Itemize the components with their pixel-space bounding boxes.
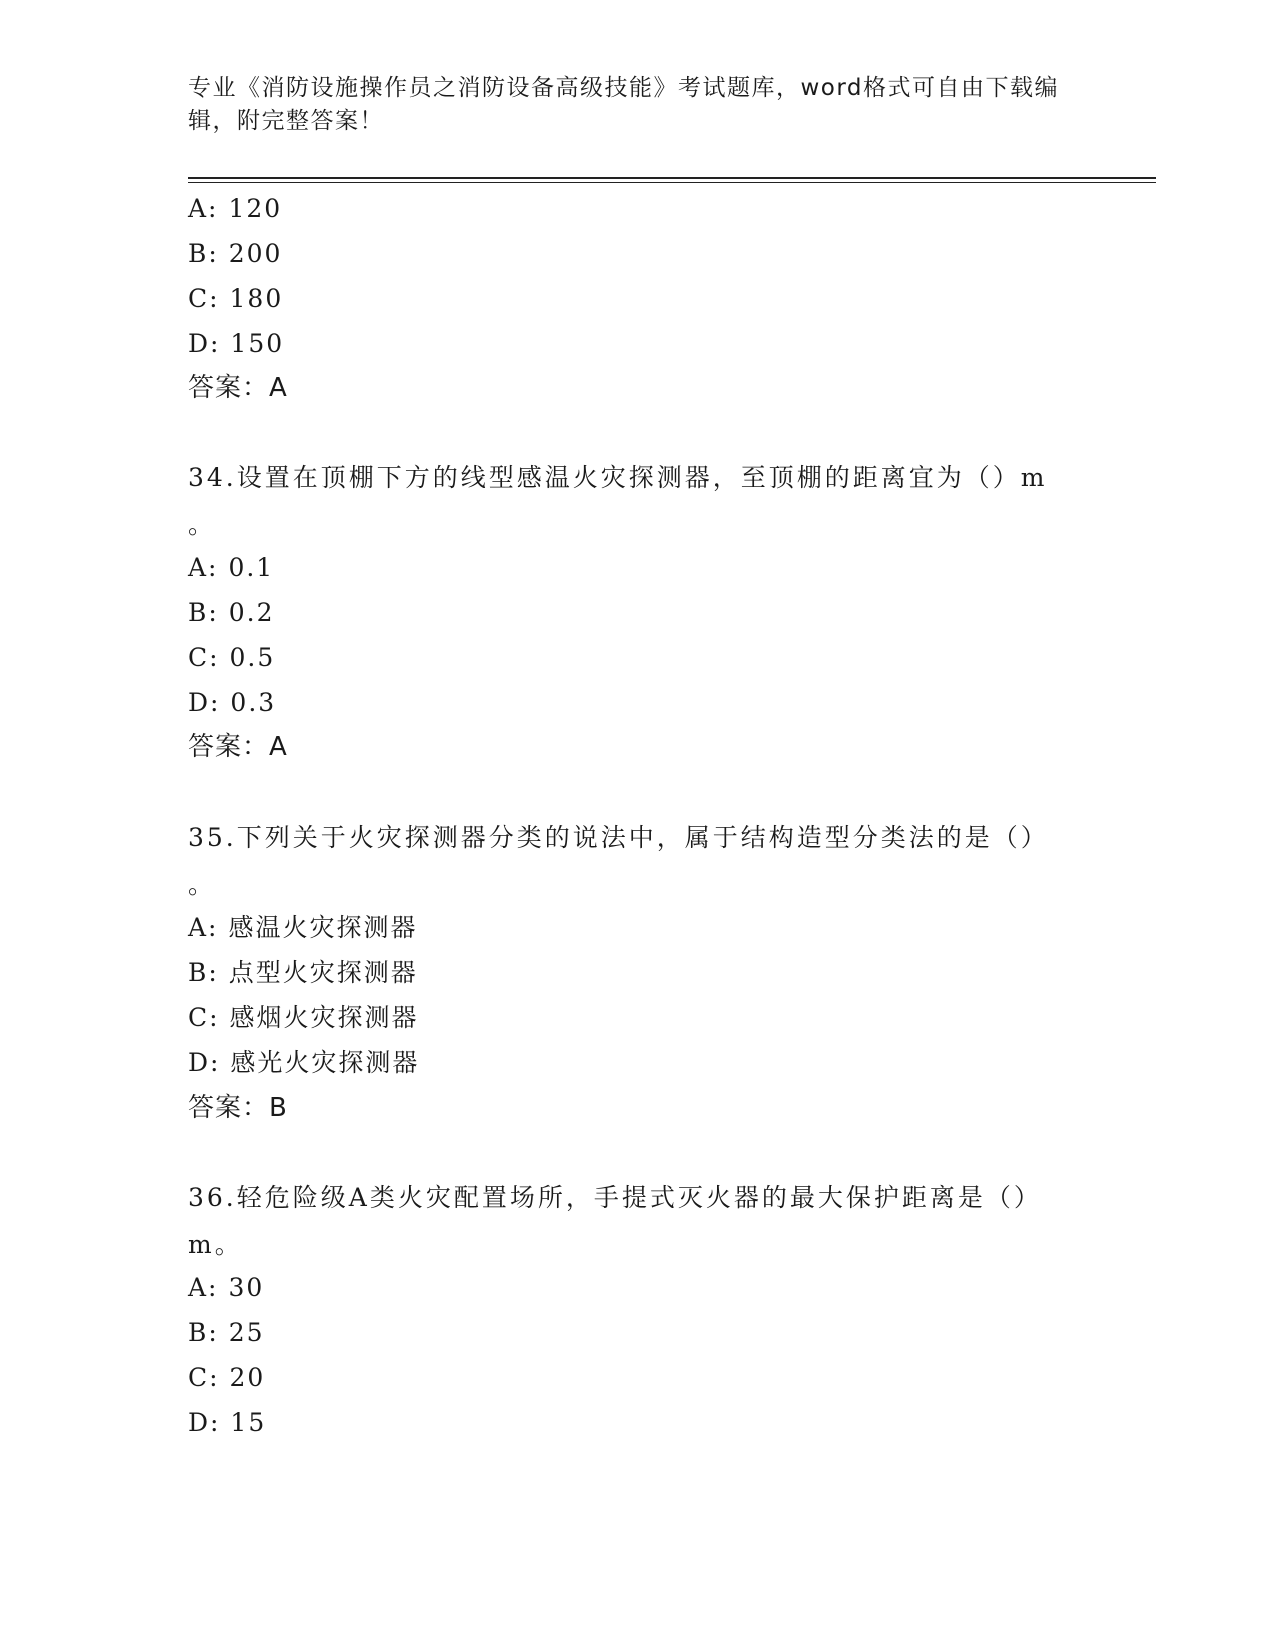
q36-option-a: A: 30 xyxy=(188,1273,265,1302)
q34-answer: 答案：A xyxy=(188,732,288,762)
q34-stem-line-2: 。 xyxy=(188,510,217,539)
q35-option-c: C: 感烟火灾探测器 xyxy=(188,1003,419,1032)
q33-option-a: A: 120 xyxy=(188,194,283,223)
q33-option-b: B: 200 xyxy=(188,239,283,268)
document-header xyxy=(188,72,1068,138)
q35-option-d: D: 感光火灾探测器 xyxy=(188,1048,420,1077)
q36-option-d: D: 15 xyxy=(188,1408,267,1437)
q34-option-c: C: 0.5 xyxy=(188,643,276,672)
q35-option-a: A: 感温火灾探测器 xyxy=(188,913,418,942)
q35-stem-line-1: 35.下列关于火灾探测器分类的说法中，属于结构造型分类法的是（） xyxy=(188,823,1049,852)
header-line-1: 专业《消防设施操作员之消防设备高级技能》考试题库，word格式可自由下载编 xyxy=(188,75,1060,101)
q36-option-b: B: 25 xyxy=(188,1318,265,1347)
q36-stem-line-1: 36.轻危险级A类火灾配置场所，手提式灭火器的最大保护距离是（） xyxy=(188,1183,1042,1212)
header-divider-thick xyxy=(188,177,1156,179)
q33-answer: 答案：A xyxy=(188,373,288,403)
header-line-2: 辑，附完整答案！ xyxy=(188,108,384,134)
q35-stem-line-2: 。 xyxy=(188,870,217,899)
q33-option-c: C: 180 xyxy=(188,284,284,313)
q36-option-c: C: 20 xyxy=(188,1363,266,1392)
header-divider-thin xyxy=(188,182,1156,183)
q35-option-b: B: 点型火灾探测器 xyxy=(188,958,418,987)
q34-option-b: B: 0.2 xyxy=(188,598,275,627)
q34-option-d: D: 0.3 xyxy=(188,688,277,717)
q34-stem-line-1: 34.设置在顶棚下方的线型感温火灾探测器，至顶棚的距离宜为（）m xyxy=(188,463,1048,492)
q34-option-a: A: 0.1 xyxy=(188,553,275,582)
q36-stem-line-2: m。 xyxy=(188,1230,243,1259)
q33-option-d: D: 150 xyxy=(188,329,285,358)
q35-answer: 答案：B xyxy=(188,1093,288,1123)
